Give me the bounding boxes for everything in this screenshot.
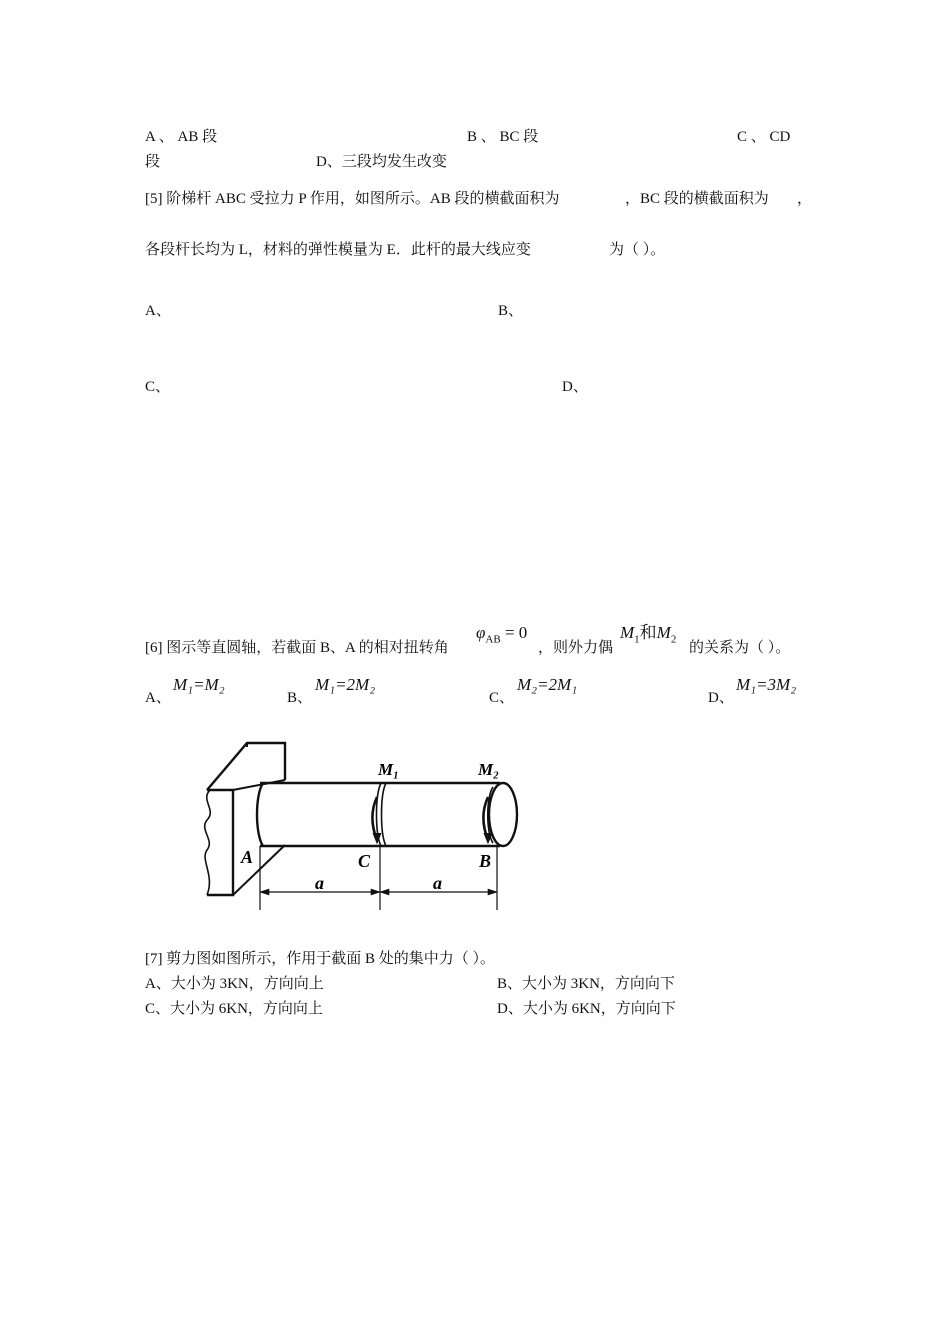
q6-stem-part2: ，则外力偶	[538, 640, 614, 656]
dim-arrow-2	[371, 889, 380, 895]
dim-arrow-1	[260, 889, 269, 895]
wall-block	[207, 790, 233, 895]
q6-he-char: 和	[639, 623, 657, 642]
q5-option-a: A、	[145, 303, 171, 319]
q4-option-c-wrap: 段	[145, 154, 161, 170]
q6-shaft-figure	[195, 735, 535, 920]
q6-option-c-formula: M₂=2M₁	[517, 675, 578, 694]
q6-phi-equals: = 0	[500, 623, 528, 642]
q6-option-d-label: D、	[708, 690, 734, 706]
q6-option-b-formula: M₁=2M₂	[315, 675, 376, 694]
shaft-right-end	[489, 783, 517, 846]
q6-m1-m2-formula	[620, 624, 676, 648]
q4-option-c: C 、 CD	[737, 129, 791, 145]
q7-option-b: B、大小为 3KN，方向向下	[497, 976, 675, 992]
fig-label-b: B	[479, 851, 492, 871]
q5-option-d: D、	[562, 379, 588, 395]
q6-stem-part3: 的关系为（ ）。	[689, 640, 791, 656]
fig-label-c: C	[358, 851, 371, 871]
q6-stem-part1: [6] 图示等直圆轴，若截面 B、A 的相对扭转角	[145, 640, 449, 656]
q6-option-a-label: A、	[145, 690, 171, 706]
shaft-left-end	[257, 783, 263, 846]
q6-m1-subscript: 1	[634, 633, 640, 646]
dim-arrow-3	[380, 889, 389, 895]
fig-label-m1: M₁	[378, 760, 400, 779]
fig-dim-right: a	[433, 873, 442, 893]
fig-dim-left: a	[315, 873, 324, 893]
fig-label-m2: M₂	[478, 760, 500, 779]
q5-stem-line2-part1: 各段杆长均为 L，材料的弹性模量为 E．此杆的最大线应变	[145, 242, 531, 258]
q7-stem: [7] 剪力图如图所示，作用于截面 B 处的集中力（ ）。	[145, 951, 495, 967]
q5-stem-line2-part2: 为（ ）。	[609, 242, 666, 258]
q6-option-a-formula: M₁=M₂	[173, 675, 225, 694]
q5-stem-line1-part3: ，	[797, 191, 813, 207]
q7-option-d: D、大小为 6KN，方向向下	[497, 1001, 676, 1017]
q6-option-b-label: B、	[287, 690, 313, 706]
q7-option-a: A、大小为 3KN，方向向上	[145, 976, 324, 992]
q7-option-c: C、大小为 6KN，方向向上	[145, 1001, 323, 1017]
fig-label-a: A	[241, 847, 254, 867]
q5-stem-line1-part2: ，BC 段的横截面积为	[625, 191, 769, 207]
q6-m2-subscript: 2	[670, 633, 677, 646]
section-c-line2	[382, 783, 387, 846]
q6-phi-subscript: AB	[485, 633, 501, 646]
dim-arrow-4	[488, 889, 497, 895]
wall-diagonal	[233, 780, 285, 790]
q4-option-b: B 、 BC 段	[467, 129, 539, 145]
q6-phi-formula	[476, 624, 527, 648]
wall-hatch-edge	[205, 790, 211, 895]
q6-option-c-label: C、	[489, 690, 515, 706]
q4-option-a: A 、 AB 段	[145, 129, 218, 145]
q6-m2-symbol: M	[656, 623, 671, 642]
q6-option-d-formula: M₁=3M₂	[736, 675, 797, 694]
q5-option-c: C、	[145, 379, 171, 395]
q4-option-d: D、三段均发生改变	[316, 154, 447, 170]
q5-option-b: B、	[498, 303, 524, 319]
q5-stem-line1-part1: [5] 阶梯杆 ABC 受拉力 P 作用，如图所示。AB 段的横截面积为	[145, 191, 560, 207]
q6-phi-symbol: φ	[476, 623, 486, 642]
q6-m1-symbol: M	[620, 623, 635, 642]
